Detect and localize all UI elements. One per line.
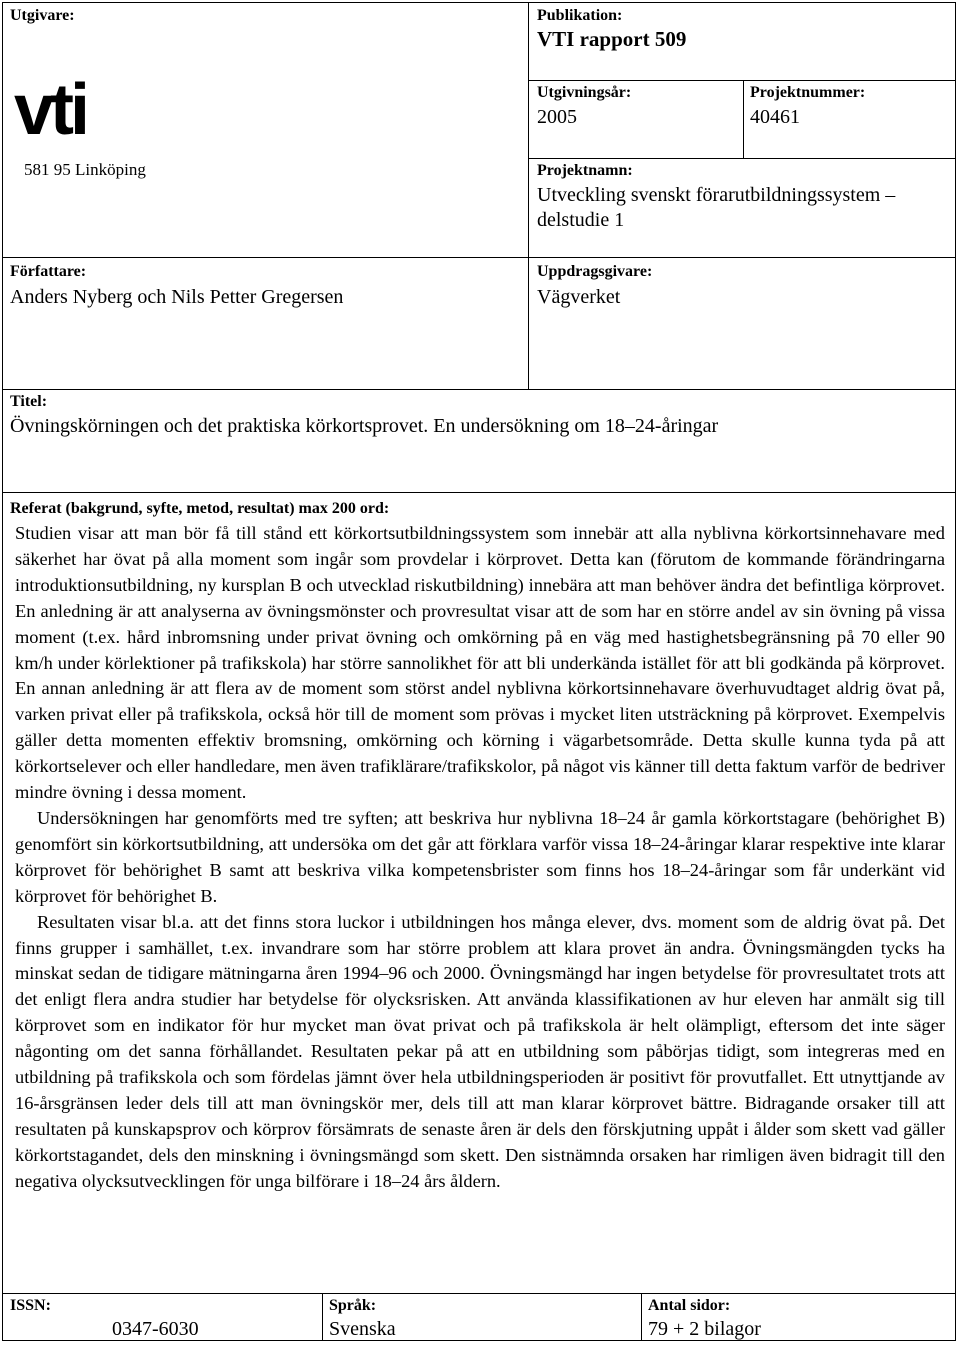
divider-vertical-projnr — [743, 80, 744, 158]
divider-title-top — [2, 389, 956, 390]
authors-value: Anders Nyberg och Nils Petter Gregersen — [10, 286, 344, 308]
divider-authors-top — [2, 257, 956, 258]
publisher-address: 581 95 Linköping — [24, 160, 146, 179]
authors-label: Författare: — [10, 263, 87, 280]
year-label: Utgivningsår: — [537, 84, 632, 101]
issn-value: 0347-6030 — [112, 1318, 199, 1340]
divider-footer-2 — [641, 1293, 642, 1341]
abstract-paragraph-1: Studien visar att man bör få till stånd ett körkortsutbildningssystem som innebär att alla nyblivna körkortsinnehavare med säkerhet har övat på alla moment som ingår som provdelar i körprovet. Detta kan (förutom de kommande förändringarna introduktionsutbildning, ny kursplan B och utvecklad riskutbildning) innebära att man behöver ändra det befintliga körprovet. En anledning är att analyserna av övningsmönster och provresultat visar att de som har en större andel av sin övning på vissa moment (t.ex. hård inbromsning under privat övning och omkörning på en väg med hastighetsbegränsning på 70 eller 90 km/h under körlektioner på trafikskola) har större sannolikhet för att bli underkända istället för att bli godkända på körprovet. En annan anledning är att flera av de moment som störst andel nyblivna körkortsinnehavare överhuvudtaget aldrig övat på, varken privat eller på trafikskola, också hör till de moment som prövas i mycket liten utsträckning på körprovet. Exempelvis gäller detta momenten effektiv bromsning, omkörning och körning i vägarbetsområde. Detta skulle kunna tyda på att körkortselever och eller handledare, men även trafiklärare/trafikskolor, på något vis känner till detta faktum varför de bedriver mindre övning i dessa moment. — [15, 523, 945, 803]
title-value: Övningskörningen och det praktiska körkortsprovet. En undersökning om 18–24-åringar — [10, 415, 719, 437]
divider-vertical-top — [528, 2, 529, 389]
vti-logo — [14, 78, 106, 140]
publication-value: VTI rapport 509 — [537, 27, 687, 51]
divider-abstract-top — [2, 492, 956, 493]
abstract-paragraph-2: Undersökningen har genomförts med tre syften; att beskriva hur nyblivna 18–24 år gamla körkortstagare (behörighet B) genomfört sin körkortsutbildning, att undersöka om det går att förklara varför vissa 18–24-åringar klarar respektive inte klarar körprovet för behörighet B samt att beskriva vilka kompetensbrister som finns hos 18–24-åringar som får underkänt vid körprovet för behörighet B. — [15, 807, 945, 906]
pages-value: 79 + 2 bilagor — [648, 1318, 761, 1340]
divider-footer-1 — [322, 1293, 323, 1341]
divider-year-row-top — [528, 80, 956, 81]
issn-label: ISSN: — [10, 1297, 51, 1314]
project-number-value: 40461 — [750, 106, 800, 128]
vti-logo-text: vti — [14, 78, 87, 140]
divider-footer-top — [2, 1293, 956, 1294]
abstract-body — [15, 521, 945, 1195]
year-value: 2005 — [537, 106, 577, 128]
publisher-label: Utgivare: — [10, 7, 75, 24]
project-name-line1: Utveckling svenskt förarutbildningssystem – — [537, 184, 896, 206]
commissioner-label: Uppdragsgivare: — [537, 263, 653, 280]
title-label: Titel: — [10, 393, 48, 410]
project-name-label: Projektnamn: — [537, 162, 633, 179]
commissioner-value: Vägverket — [537, 286, 621, 308]
abstract-label: Referat (bakgrund, syfte, metod, resultat) max 200 ord: — [10, 500, 390, 517]
divider-projectname-top — [528, 158, 956, 159]
language-label: Språk: — [329, 1297, 377, 1314]
project-name-line2: delstudie 1 — [537, 209, 625, 231]
pages-label: Antal sidor: — [648, 1297, 731, 1314]
abstract-paragraph-3: Resultaten visar bl.a. att det finns stora luckor i utbildningen hos många elever, dvs. moment som de aldrig övat på. Det finns grupper i samhället, t.ex. invandrare som har större problem att klara provet än andra. Övningsmängden tycks ha minskat sedan de tidigare mätningarna åren 1994–96 och 2000. Övningsmängd har ingen betydelse för provresultatet trots att det enligt flera andra studier har betydelse för olycksrisken. Att använda klassifikationen av hur eleven har anmält sig till körprovet som en indikator för hur mycket man övat privat och på trafikskola är helt olämpligt, eftersom det inte säger någonting om det sanna förhållandet. Resultaten pekar på att en utbildning som påbörjas tidigt, som integreras med en utbildning på trafikskola och som fördelas jämnt över hela utbildningsperioden är positivt för provutfallet. Ett utnyttjande av 16-årsgränsen leder dels till att man övningskör mer, dels till att man klarar körprovet bättre. Bidragande orsaker till att resultaten på kunskapsprov och körprov försämrats de senaste åren är dels den förskjutning uppåt i ålder som skett vad gäller körkortstagandet, dels den minskning i övningsmängd som skett. Den sistnämnda orsaken har rimligen även bidragit till den negativa olycksutvecklingen för unga bilförare i 18–24 års åldern. — [15, 911, 945, 1191]
language-value: Svenska — [329, 1318, 396, 1340]
project-number-label: Projektnummer: — [750, 84, 866, 101]
publication-label: Publikation: — [537, 7, 623, 24]
